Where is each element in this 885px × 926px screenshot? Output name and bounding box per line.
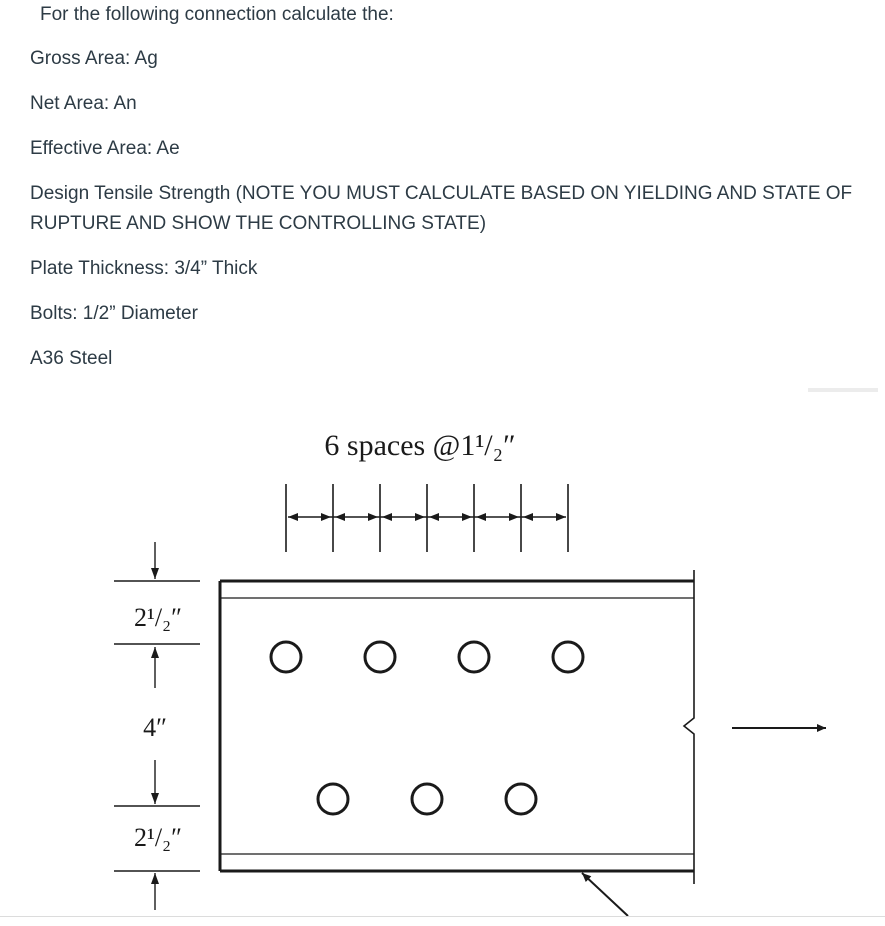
design-strength-line1: Design Tensile Strength (NOTE YOU MUST CALCULATE BASED ON YIELDING AND STATE OF [30, 183, 853, 204]
bolt-hole [412, 784, 442, 814]
dim-middle-label: 4″ [143, 713, 167, 742]
scroll-shadow [808, 388, 878, 392]
design-strength-line2: RUPTURE AND SHOW THE CONTROLLING STATE) [30, 213, 487, 234]
bolt-hole [553, 642, 583, 672]
bolt-hole [318, 784, 348, 814]
dim-bottom-label: 2¹/₂″ [134, 823, 182, 852]
connection-diagram [0, 380, 885, 921]
page-bottom-divider [0, 916, 885, 917]
dim-top-label: 2¹/₂″ [134, 603, 182, 632]
plate-thickness-label: Plate Thickness: 3/4” Thick [30, 258, 258, 279]
bolt-hole [365, 642, 395, 672]
bolt-hole [506, 784, 536, 814]
bolt-holes-top-row [271, 642, 583, 672]
steel-grade-label: A36 Steel [30, 348, 113, 369]
net-area-label: Net Area: An [30, 93, 137, 114]
plate-pointer-arrow [582, 873, 628, 916]
connection-figure [0, 380, 885, 921]
question-intro: For the following connection calculate the: [40, 4, 394, 25]
bolt-holes-bottom-row [318, 784, 536, 814]
plate [220, 570, 694, 884]
bolt-hole [271, 642, 301, 672]
bolts-label: Bolts: 1/2” Diameter [30, 303, 198, 324]
bolt-hole [459, 642, 489, 672]
gross-area-label: Gross Area: Ag [30, 48, 158, 69]
effective-area-label: Effective Area: Ae [30, 138, 180, 159]
spacing-label: 6 spaces @1¹/₂″ [324, 429, 516, 462]
